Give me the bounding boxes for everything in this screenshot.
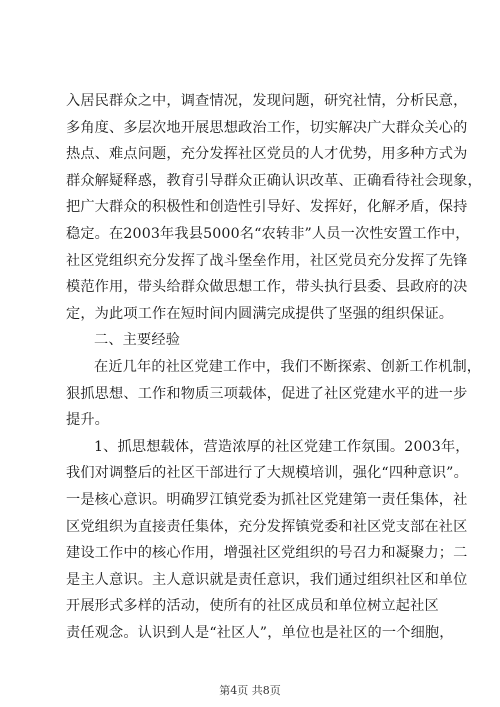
text-line: 模范作用，带头给群众做思想工作，带头执行县委、县政府的决 bbox=[66, 279, 468, 296]
text-line: 责任观念。认识到人是“社区人”，单位也是社区的一个细胞， bbox=[66, 624, 454, 641]
text-line: 社区党组织充分发挥了战斗堡垒作用，社区党员充分发挥了先锋 bbox=[66, 252, 468, 269]
text-line: 1、抓思想载体，营造浓厚的社区党建工作氛围。2003年， bbox=[94, 438, 470, 455]
text-line: 热点、难点问题，充分发挥社区党员的人才优势，用多种方式为 bbox=[66, 146, 468, 163]
text-line: 群众解疑释惑，教育引导群众正确认识改革、正确看待社会现象， bbox=[66, 172, 482, 189]
text-line: 提升。 bbox=[66, 412, 110, 429]
text-line: 多角度、多层次地开展思想政治工作，切实解决广大群众关心的 bbox=[66, 119, 468, 136]
body-text bbox=[66, 88, 482, 646]
text-line: 入居民群众之中，调查情况，发现问题，研究社情，分析民意， bbox=[66, 93, 468, 109]
text-line: 狠抓思想、工作和物质三项载体，促进了社区党建水平的进一步 bbox=[66, 385, 468, 402]
text-line: 区党组织为直接责任集体，充分发挥镇党委和社区党支部在社区 bbox=[66, 518, 468, 535]
text-line: 我们对调整后的社区干部进行了大规模培训，强化“四种意识”。 bbox=[66, 465, 468, 482]
text-line: 在近几年的社区党建工作中，我们不断探索、创新工作机制， bbox=[94, 358, 482, 375]
text-line: 二、主要经验 bbox=[94, 332, 181, 349]
page-footer: 第4页 共8页 bbox=[219, 684, 281, 697]
text-line: 建设工作中的核心作用，增强社区党组织的号召力和凝聚力；二 bbox=[66, 545, 468, 562]
text-line: 一是核心意识。明确罗江镇党委为抓社区党建第一责任集体，社 bbox=[66, 491, 468, 508]
text-line: 把广大群众的积极性和创造性引导好、发挥好，化解矛盾，保持 bbox=[66, 199, 468, 216]
text-line: 开展形式多样的活动，使所有的社区成员和单位树立起社区 bbox=[66, 598, 439, 615]
text-line: 稳定。在2003年我县5000名“农转非”人员一次性安置工作中， bbox=[66, 225, 470, 242]
text-line: 定，为此项工作在短时间内圆满完成提供了坚强的组织保证。 bbox=[66, 305, 454, 322]
text-line: 是主人意识。主人意识就是责任意识，我们通过组织社区和单位 bbox=[66, 571, 468, 588]
